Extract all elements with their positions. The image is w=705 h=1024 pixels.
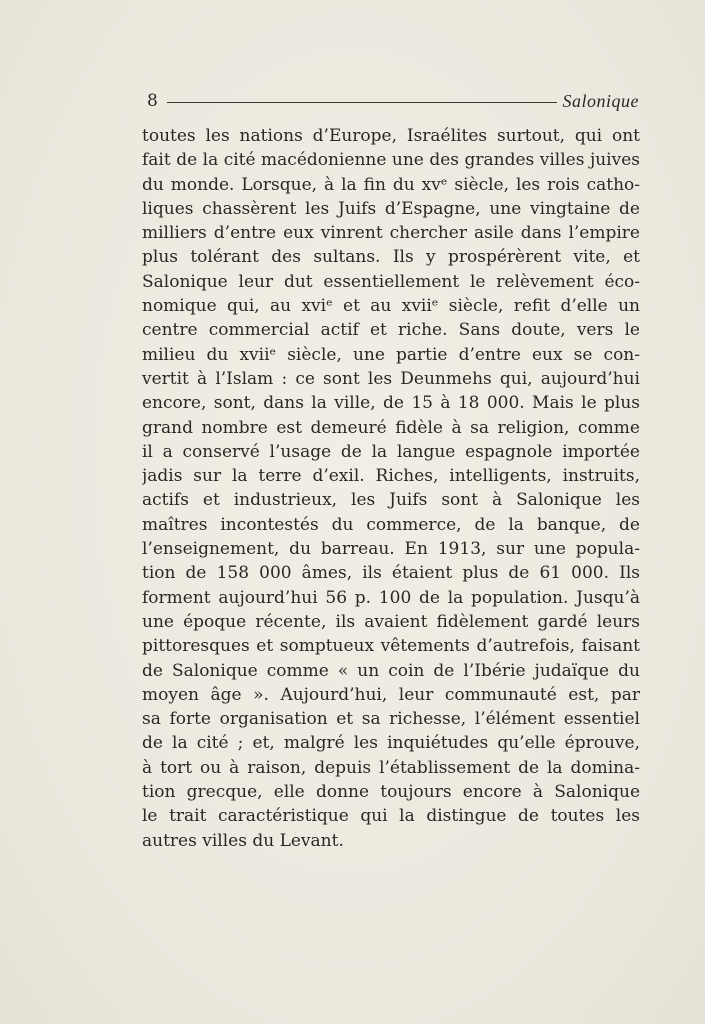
text-line: le trait caractéristique qui la distingue de toutes les — [142, 806, 640, 827]
text-line: de la cité ; et, malgré les inquiétudes qu’elle éprouve, — [142, 733, 640, 754]
header-rule — [167, 102, 557, 103]
text-line: actifs et industrieux, les Juifs sont à Salonique les — [142, 490, 640, 511]
text-line: moyen âge ». Aujourd’hui, leur communauté est, par — [142, 684, 640, 705]
page-number: 8 — [147, 91, 158, 111]
text-line: grand nombre est demeuré fidèle à sa religion, comme — [142, 417, 640, 438]
text-line: autres villes du Levant. — [142, 830, 344, 851]
text-line: forment aujourd’hui 56 p. 100 de la population. Jusqu’à — [142, 587, 640, 608]
text-line: centre commercial actif et riche. Sans doute, vers le — [142, 320, 640, 341]
text-line: nomique qui, au xviᵉ et au xviiᵉ siècle, refit d’elle un — [142, 296, 640, 317]
text-line: liques chassèrent les Juifs d’Espagne, une vingtaine de — [142, 198, 640, 219]
running-title: Salonique — [562, 91, 639, 111]
text-line: milieu du xviiᵉ siècle, une partie d’entre eux se con- — [142, 344, 640, 365]
text-line: de Salonique comme « un coin de l’Ibérie judaïque du — [142, 660, 640, 681]
text-line: plus tolérant des sultans. Ils y prospérèrent vite, et — [142, 247, 640, 268]
text-line: fait de la cité macédonienne une des grandes villes juives — [142, 150, 640, 171]
text-line: maîtres incontestés du commerce, de la banque, de — [142, 514, 640, 535]
text-line: pittoresques et somptueux vêtements d’autrefois, faisant — [142, 636, 640, 657]
text-line: toutes les nations d’Europe, Israélites surtout, qui ont — [142, 126, 640, 146]
text-line: vertit à l’Islam : ce sont les Deunmehs qui, aujourd’hui — [142, 368, 640, 389]
page-header — [147, 89, 639, 115]
text-line: tion grecque, elle donne toujours encore à Salonique — [142, 782, 640, 803]
text-line: Salonique leur dut essentiellement le relèvement éco- — [142, 271, 640, 292]
text-line: du monde. Lorsque, à la fin du xvᵉ siècle, les rois catho- — [142, 174, 640, 195]
text-line: jadis sur la terre d’exil. Riches, intelligents, instruits, — [142, 466, 640, 487]
text-line: une époque récente, ils avaient fidèlement gardé leurs — [142, 611, 640, 632]
text-line: il a conservé l’usage de la langue espagnole importée — [142, 441, 640, 462]
text-line: encore, sont, dans la ville, de 15 à 18 000. Mais le plus — [142, 393, 640, 414]
text-line: tion de 158 000 âmes, ils étaient plus de 61 000. Ils — [142, 563, 640, 584]
text-line: milliers d’entre eux vinrent chercher asile dans l’empire — [142, 223, 640, 244]
text-line: à tort ou à raison, depuis l’établissement de la domina- — [142, 757, 640, 778]
text-line: sa forte organisation et sa richesse, l’élément essentiel — [142, 709, 640, 730]
body-text — [142, 124, 640, 853]
text-line: l’enseignement, du barreau. En 1913, sur une popula- — [142, 539, 640, 560]
